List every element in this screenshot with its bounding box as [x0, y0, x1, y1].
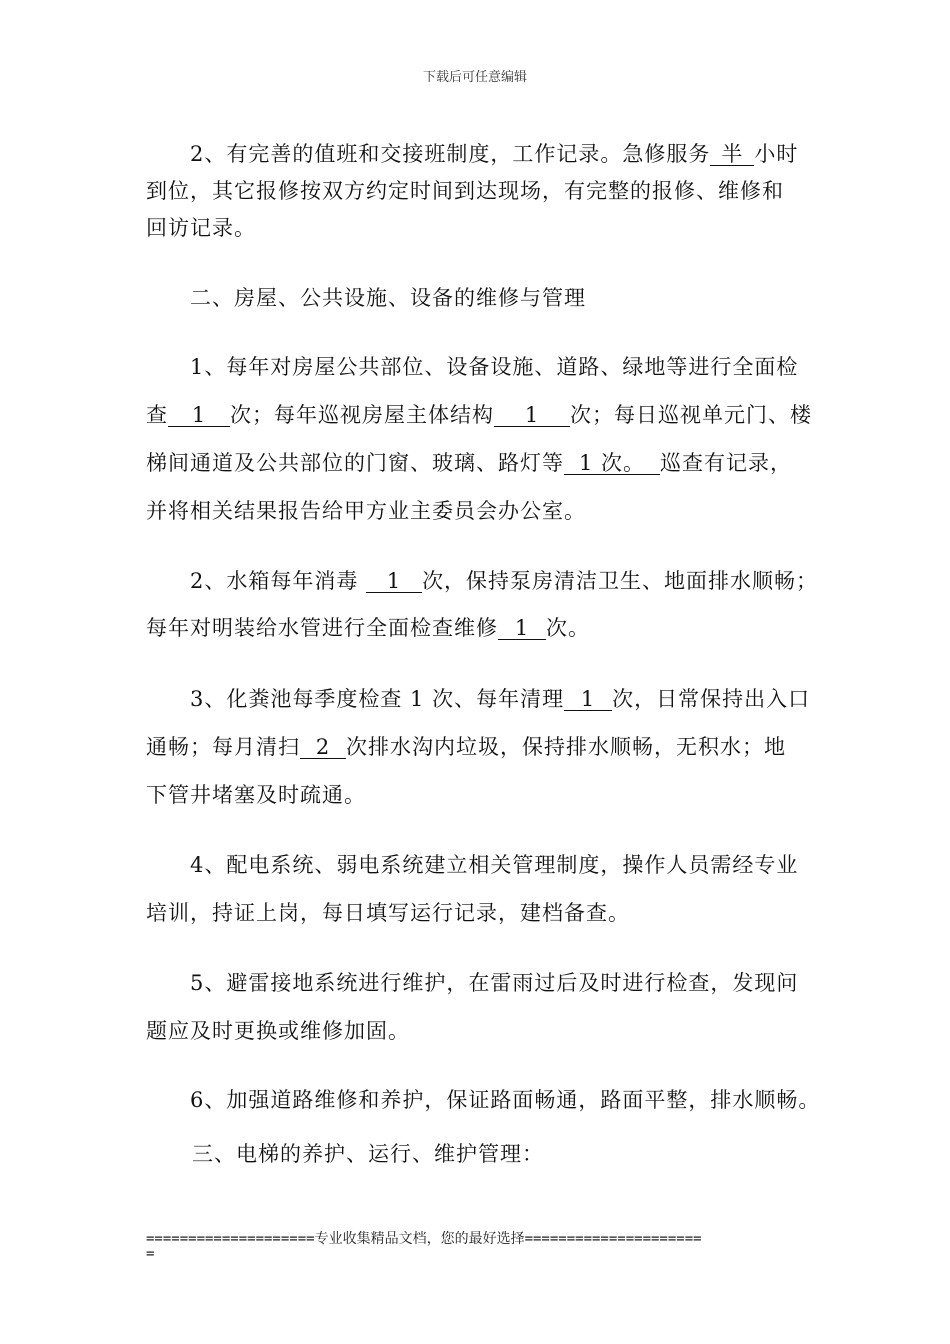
item-2-text: 次，保持泵房清洁卫生、地面排水顺畅； [422, 569, 819, 593]
item-1-line-1: 1、每年对房屋公共部位、设备设施、道路、绿地等进行全面检 [190, 355, 799, 379]
item-1-text: 次；每年巡视房屋主体结构 [230, 403, 494, 427]
item-3-text: 通畅；每月清扫 [146, 735, 300, 759]
repair-time-value: 半 [710, 143, 754, 166]
item-5-line-1: 5、避雷接地系统进行维护，在雷雨过后及时进行检查，发现问 [190, 971, 799, 995]
repair-paragraph-line-3: 回访记录。 [146, 216, 256, 240]
item-2-line-1 [190, 565, 818, 595]
item-2-pipe-check-count: 1 [498, 617, 546, 640]
item-3-text: 次，日常保持出入口 [612, 687, 811, 711]
item-3-text: 次排水沟内垃圾，保持排水顺畅，无积水；地 [346, 735, 786, 759]
item-1-text: 查 [146, 403, 168, 427]
item-5-line-2: 题应及时更换或维修加固。 [146, 1019, 410, 1043]
repair-paragraph-line-1 [190, 138, 798, 168]
item-2-text: 2、水箱每年消毒 [190, 569, 359, 593]
item-2-line-2 [146, 612, 590, 642]
item-1-text: 次；每日巡视单元门、楼 [570, 403, 812, 427]
item-2-text: 每年对明装给水管进行全面检查维修 [146, 616, 498, 640]
repair-text: 小时 [754, 142, 799, 166]
page-header: 下载后可任意编辑 [422, 70, 527, 85]
item-6-line-1: 6、加强道路维修和养护，保证路面畅通，路面平整，排水顺畅。 [190, 1088, 821, 1112]
item-3-line-3: 下管井堵塞及时疏通。 [146, 783, 366, 807]
item-3-line-1 [190, 683, 810, 713]
item-3-line-2 [146, 731, 786, 761]
item-1-line-3 [146, 447, 792, 477]
item-1-text: 巡查有记录， [660, 451, 792, 475]
item-1-structure-count: 1 [494, 404, 570, 427]
item-1-line-2 [146, 399, 812, 429]
item-1-line-4: 并将相关结果报告给甲方业主委员会办公室。 [146, 499, 586, 523]
item-3-clean-count: 1 [564, 688, 612, 711]
item-2-disinfect-count: 1 [366, 570, 422, 593]
footer-banner-continuation: = [146, 1246, 155, 1262]
footer-banner: ====================专业收集精品文档，您的最好选择===================== [146, 1231, 702, 1247]
section-2-title: 二、房屋、公共设施、设备的维修与管理 [190, 286, 586, 310]
item-4-line-2: 培训，持证上岗，每日填写运行记录，建档备查。 [146, 901, 630, 925]
item-1-text: 梯间通道及公共部位的门窗、玻璃、路灯等 [146, 451, 564, 475]
item-4-line-1: 4、配电系统、弱电系统建立相关管理制度，操作人员需经专业 [190, 853, 799, 877]
section-3-title: 三、电梯的养护、运行、维护管理： [192, 1142, 544, 1166]
item-1-daily-count: 1 次。 [564, 452, 660, 475]
item-1-inspection-count: 1 [168, 404, 230, 427]
item-2-text: 次。 [546, 616, 590, 640]
repair-text: 2、有完善的值班和交接班制度，工作记录。急修服务 [190, 142, 711, 166]
item-3-ditch-count: 2 [300, 736, 346, 759]
item-3-text: 3、化粪池每季度检查 1 次、每年清理 [190, 687, 565, 711]
repair-paragraph-line-2: 到位，其它报修按双方约定时间到达现场，有完整的报修、维修和 [146, 179, 784, 203]
